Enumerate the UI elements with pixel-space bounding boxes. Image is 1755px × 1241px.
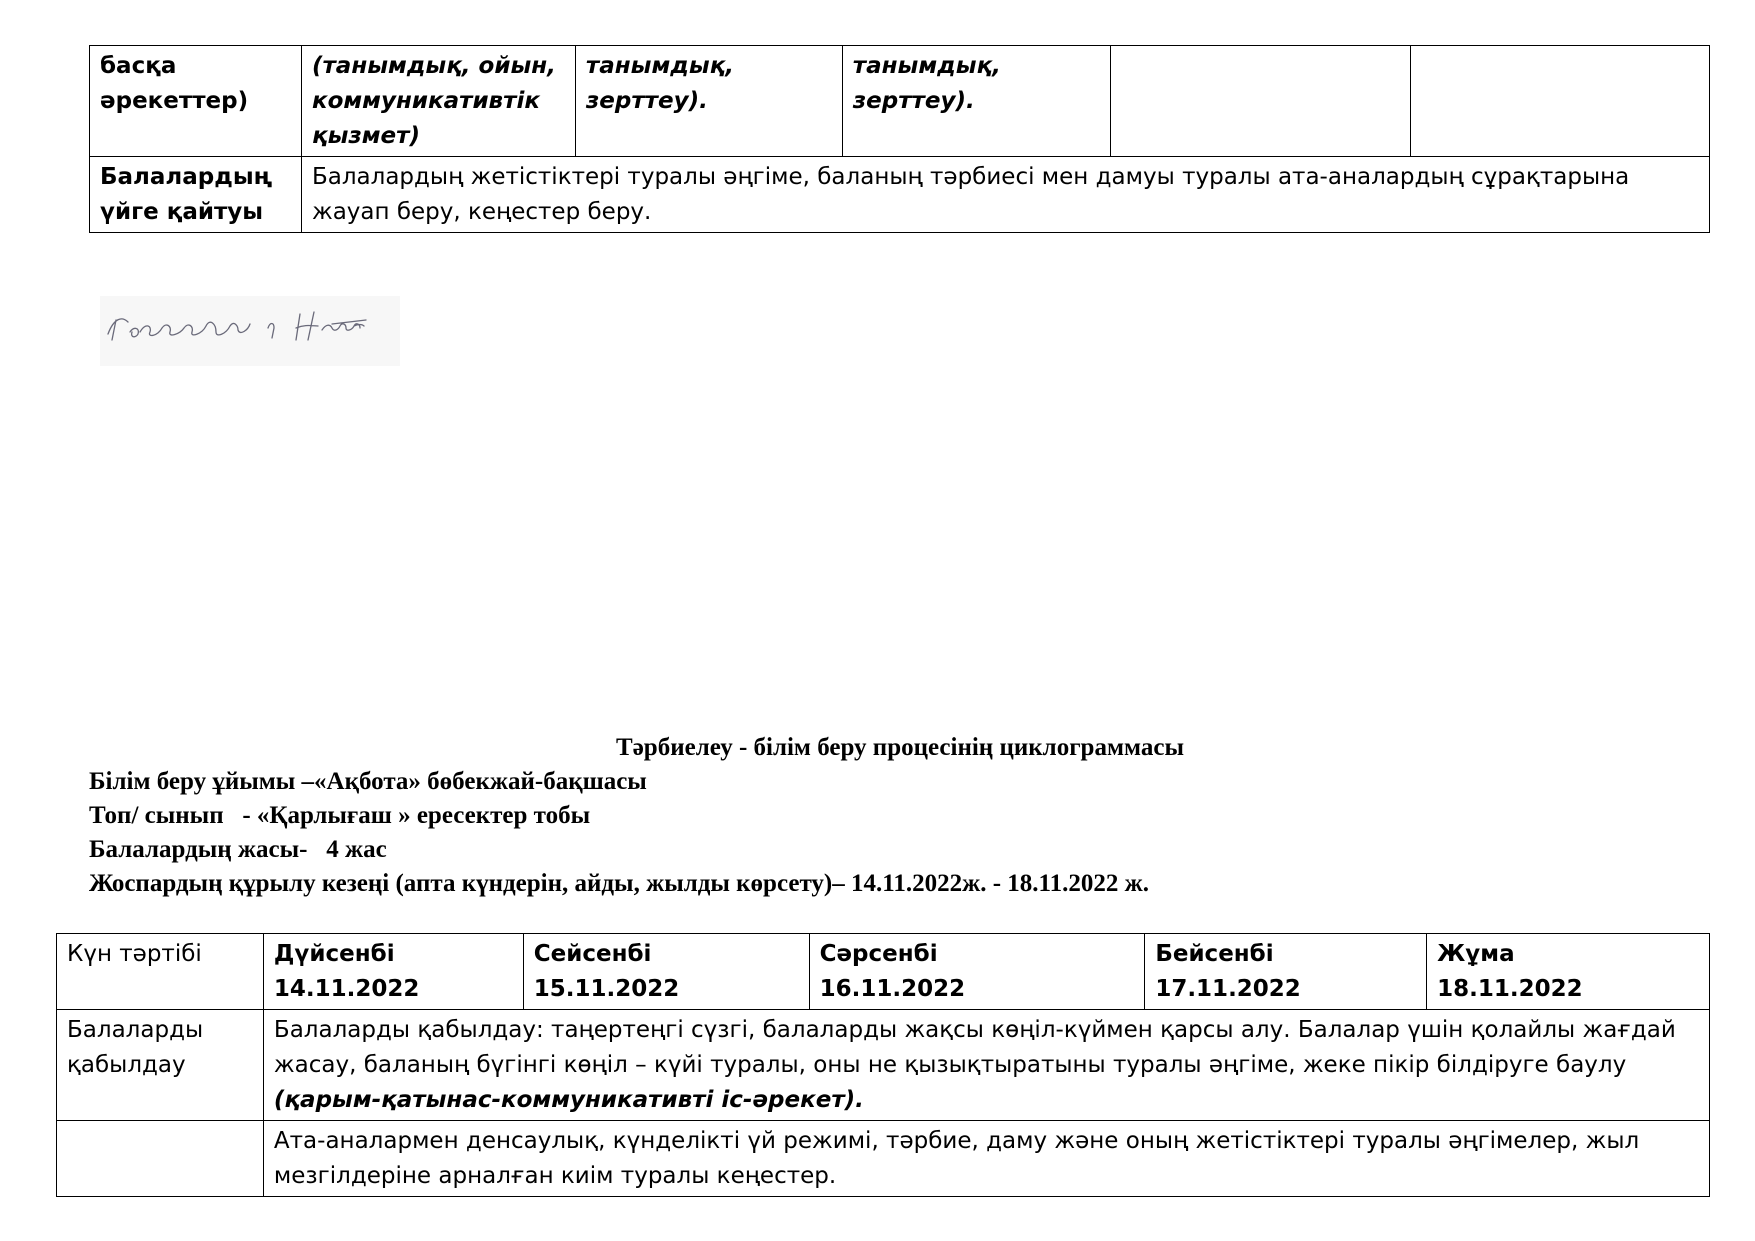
table-row [57, 1010, 1710, 1121]
day-header-tuesday [523, 934, 809, 1010]
age-line: Балалардың жасы- 4 жас [89, 836, 387, 863]
table-row [57, 1121, 1710, 1197]
daily-routine-header: Күн тәртібі [57, 934, 264, 1010]
day-header-wednesday [809, 934, 1145, 1010]
table-row [90, 46, 1710, 157]
day-name: Сейсенбі [533, 941, 652, 967]
reception-emphasis: (қарым-қатынас-коммуникативті іс-әрекет). [273, 1087, 864, 1113]
empty-cell [1110, 46, 1411, 157]
table-row [90, 157, 1710, 233]
table-header-row [57, 934, 1710, 1010]
day-name: Бейсенбі [1155, 941, 1274, 967]
reception-text-cell [263, 1010, 1709, 1121]
day-name: Сәрсенбі [819, 941, 938, 967]
day-date: 16.11.2022 [819, 976, 966, 1002]
empty-cell [1411, 46, 1710, 157]
activity-cell: (танымдық, ойын, коммуникативтік қызмет) [301, 46, 575, 157]
going-home-label: Балалардың үйге қайтуы [90, 157, 302, 233]
day-name: Дүйсенбі [273, 941, 395, 967]
activity-cell: танымдық, зерттеу). [842, 46, 1110, 157]
activity-cell: танымдық, зерттеу). [575, 46, 842, 157]
day-date: 15.11.2022 [533, 976, 680, 1002]
parents-label [57, 1121, 264, 1197]
day-date: 18.11.2022 [1437, 976, 1583, 1002]
day-date: 17.11.2022 [1155, 976, 1301, 1002]
period-line: Жоспардың құрылу кезеңі (апта күндерін, айды, жылды көрсету)– 14.11.2022ж. - 18.11.2022 ж. [89, 870, 1150, 897]
previous-plan-table [89, 45, 1710, 233]
organization-line: Білім беру ұйымы –«Ақбота» бөбекжай-бақшасы [89, 768, 647, 795]
parents-text: Ата-аналармен денсаулық, күнделікті үй режимі, тәрбие, даму және оның жетістіктері туралы әңгімелер, жыл мезгілдеріне арналған киім туралы кеңестер. [263, 1121, 1709, 1197]
going-home-text: Балалардың жетістіктері туралы әңгіме, баланың тәрбиесі мен дамуы туралы ата-аналардың сұрақтарына жауап беру, кеңестер беру. [301, 157, 1709, 233]
reception-label: Балаларды қабылдау [57, 1010, 264, 1121]
day-date: 14.11.2022 [273, 976, 420, 1002]
handwritten-signature [100, 296, 400, 366]
document-title: Тәрбиелеу - білім беру процесінің циклограммасы [616, 734, 1184, 761]
reception-text: Балаларды қабылдау: таңертеңгі сүзгі, балаларды жақсы көңіл-күймен қарсы алу. Балалар үшін қолайлы жағдай жасау, баланың бүгінгі көңіл – күйі туралы, оны не қызықтыратыны туралы әңгіме, жеке пікір білдіруге баулу [273, 1017, 1676, 1078]
day-header-monday [263, 934, 523, 1010]
schedule-table [56, 933, 1710, 1197]
group-line: Топ/ сынып - «Қарлығаш » ересектер тобы [89, 802, 591, 829]
activity-type-cell: басқа әрекеттер) [90, 46, 302, 157]
day-name: Жұма [1437, 941, 1515, 967]
day-header-friday [1427, 934, 1710, 1010]
day-header-thursday [1145, 934, 1427, 1010]
